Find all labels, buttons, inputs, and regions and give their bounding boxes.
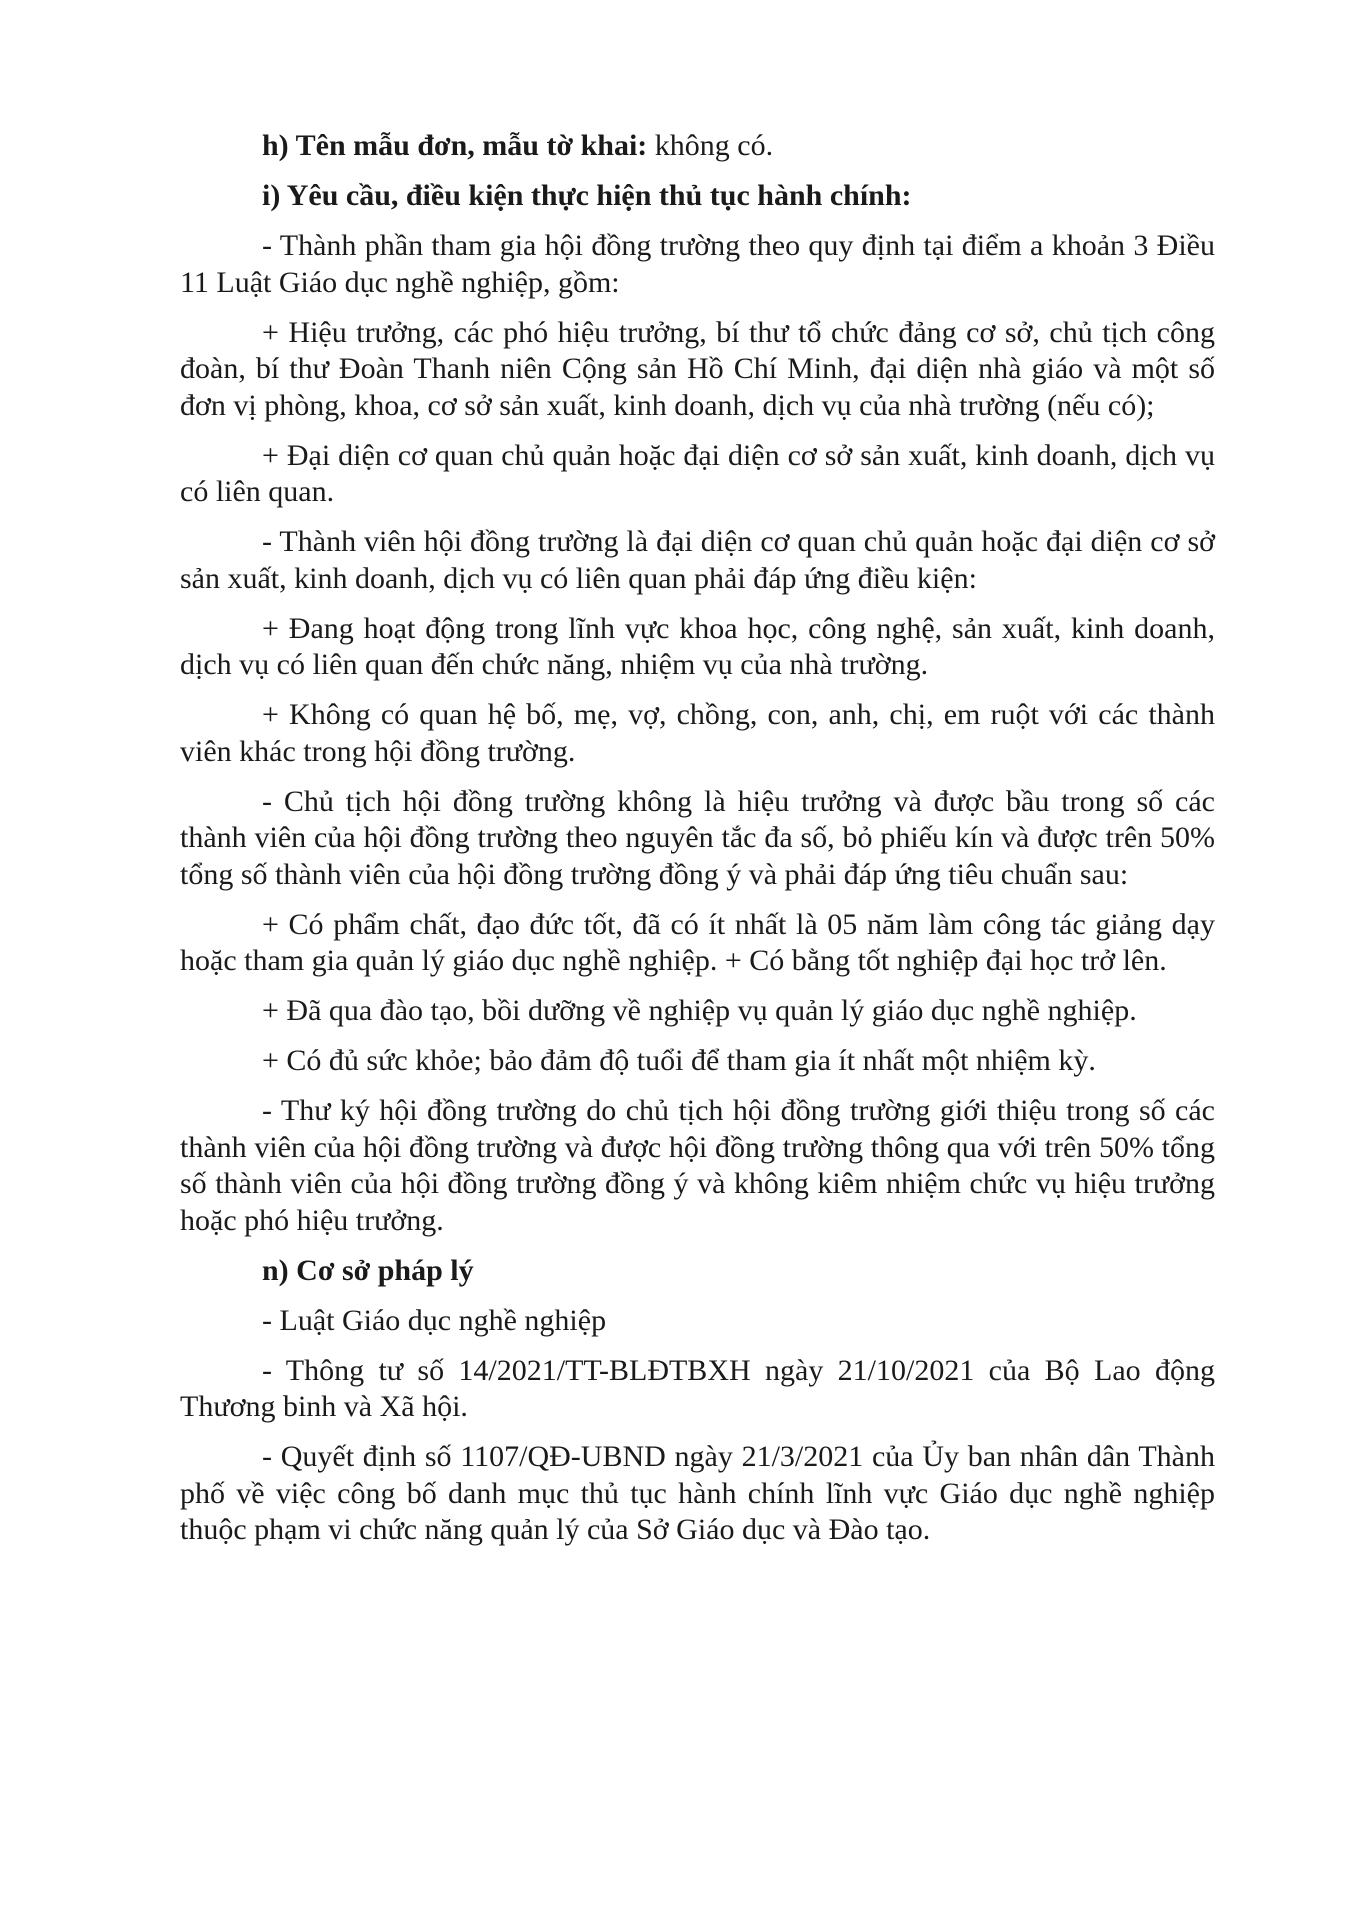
section-h-line (180, 128, 1215, 165)
section-i-paragraph: + Hiệu trưởng, các phó hiệu trưởng, bí thư tổ chức đảng cơ sở, chủ tịch công đoàn, bí thư Đoàn Thanh niên Cộng sản Hồ Chí Minh, đại diện nhà giáo và một số đơn vị phòng, khoa, cơ sở sản xuất, kinh doanh, dịch vụ của nhà trường (nếu có); (180, 315, 1215, 422)
section-i-paragraph: + Đã qua đào tạo, bồi dưỡng về nghiệp vụ quản lý giáo dục nghề nghiệp. (262, 994, 1137, 1027)
section-n-paragraph: - Luật Giáo dục nghề nghiệp (262, 1303, 607, 1337)
section-i-paragraph: + Có phẩm chất, đạo đức tốt, đã có ít nhất là 05 năm làm công tác giảng dạy hoặc tham gia quản lý giáo dục nghề nghiệp. + Có bằng tốt nghiệp đại học trở lên. (180, 907, 1215, 977)
section-i-paragraph: + Đang hoạt động trong lĩnh vực khoa học, công nghệ, sản xuất, kinh doanh, dịch vụ có liên quan đến chức năng, nhiệm vụ của nhà trường. (180, 611, 1215, 681)
section-i-heading: i) Yêu cầu, điều kiện thực hiện thủ tục hành chính: (262, 179, 912, 212)
section-h-value: không có. (647, 129, 774, 162)
section-i-paragraph: - Thư ký hội đồng trường do chủ tịch hội đồng trường giới thiệu trong số các thành viên của hội đồng trường và được hội đồng trường thông qua với trên 50% tổng số thành viên của hội đồng trường đồng ý và không kiêm nhiệm chức vụ hiệu trưởng hoặc phó hiệu trưởng. (180, 1094, 1215, 1237)
section-i-paragraph: + Không có quan hệ bố, mẹ, vợ, chồng, con, anh, chị, em ruột với các thành viên khác trong hội đồng trường. (180, 698, 1215, 768)
section-i-paragraph: + Đại diện cơ quan chủ quản hoặc đại diện cơ sở sản xuất, kinh doanh, dịch vụ có liên quan. (180, 438, 1215, 508)
section-h-label: h) Tên mẫu đơn, mẫu tờ khai: (262, 129, 648, 162)
section-i-paragraph: - Chủ tịch hội đồng trường không là hiệu trưởng và được bầu trong số các thành viên của hội đồng trường theo nguyên tắc đa số, bỏ phiếu kín và được trên 50% tổng số thành viên của hội đồng trường đồng ý và phải đáp ứng tiêu chuẩn sau: (180, 784, 1215, 891)
section-i-paragraph: - Thành phần tham gia hội đồng trường theo quy định tại điểm a khoản 3 Điều 11 Luật Giáo dục nghề nghiệp, gồm: (180, 229, 1215, 299)
document-page (180, 128, 1215, 1562)
section-i-paragraph: + Có đủ sức khỏe; bảo đảm độ tuổi để tham gia ít nhất một nhiệm kỳ. (262, 1044, 1096, 1077)
section-i-paragraph: - Thành viên hội đồng trường là đại diện cơ quan chủ quản hoặc đại diện cơ sở sản xuất, kinh doanh, dịch vụ có liên quan phải đáp ứng điều kiện: (180, 525, 1215, 595)
section-n-paragraph: - Thông tư số 14/2021/TT-BLĐTBXH ngày 21/10/2021 của Bộ Lao động Thương binh và Xã hội. (180, 1353, 1215, 1423)
section-n-heading: n) Cơ sở pháp lý (262, 1253, 474, 1287)
section-n-paragraph: - Quyết định số 1107/QĐ-UBND ngày 21/3/2021 của Ủy ban nhân dân Thành phố về việc công bố danh mục thủ tục hành chính lĩnh vực Giáo dục nghề nghiệp thuộc phạm vi chức năng quản lý của Sở Giáo dục và Đào tạo. (180, 1440, 1215, 1546)
